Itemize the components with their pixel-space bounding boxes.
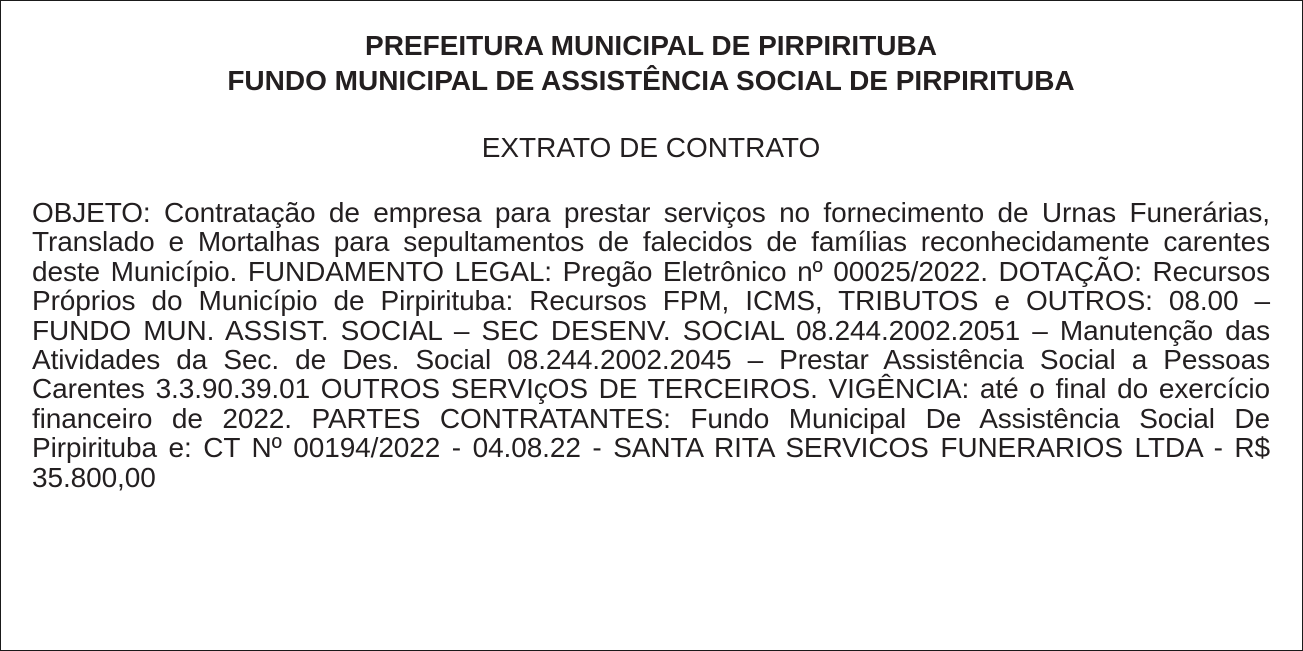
document-title: EXTRATO DE CONTRATO [481,132,821,163]
header-line-2: FUNDO MUNICIPAL DE ASSISTÊNCIA SOCIAL DE PIRPIRITUBA [227,65,1075,96]
document-content [32,28,1270,492]
header-line-1: PREFEITURA MUNICIPAL DE PIRPIRITUBA [365,30,937,61]
document-body: OBJETO: Contratação de empresa para prestar serviços no fornecimento de Urnas Funerárias, Translado e Mortalhas para sepultamentos de falecidos de famílias reconhecidamente carentes deste Município. FUNDAMENTO LEGAL: Pregão Eletrônico nº 00025/2022. DOTAÇÃO: Recursos Próprios do Município de Pirpirituba: Recursos FPM, ICMS, TRIBUTOS e OUTROS: 08.00 – FUNDO MUN. ASSIST. SOCIAL – SEC DESENV. SOCIAL 08.244.2002.2051 – Manutenção das Atividades da Sec. de Des. Social 08.244.2002.2045 – Prestar Assistência Social a Pessoas Carentes 3.3.90.39.01 OUTROS SERVIçOS DE TERCEIROS. VIGÊNCIA: até o final do exercício financeiro de 2022. PARTES CONTRATANTES: Fundo Municipal De Assistência Social De Pirpirituba e: CT Nº 00194/2022 - 04.08.22 - SANTA RITA SERVICOS FUNERARIOS LTDA - R$ 35.800,00 [32,197,1270,493]
